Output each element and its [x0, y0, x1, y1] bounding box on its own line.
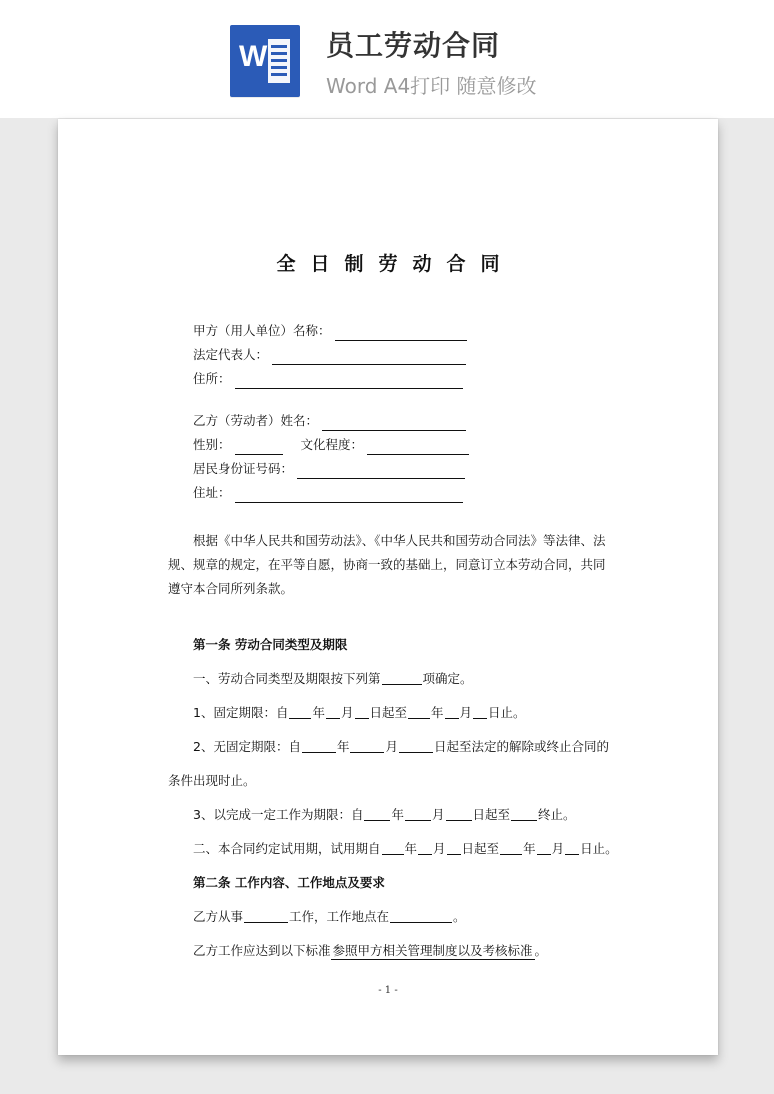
article-1-heading: 第一条 劳动合同类型及期限	[193, 637, 348, 652]
fixed-from-label: 日起至	[369, 705, 408, 720]
open-start-day-blank[interactable]	[399, 738, 433, 753]
article-1-intro-end: 项确定。	[422, 671, 473, 686]
open-term-line	[193, 737, 609, 757]
header-subtitle: Word A4打印 随意修改	[326, 74, 537, 98]
probation-end-month-blank[interactable]	[537, 840, 551, 855]
open-start-month-blank[interactable]	[350, 738, 384, 753]
page-header	[0, 0, 774, 118]
standard-prefix: 乙方工作应达到以下标准	[193, 943, 331, 958]
party-b-name-blank[interactable]	[322, 415, 466, 431]
open-year-label: 年	[336, 739, 350, 754]
document-page	[58, 119, 718, 1055]
task-month-label: 月	[431, 807, 445, 822]
article-1-intro	[193, 669, 473, 689]
party-b-gender-blank[interactable]	[235, 439, 283, 455]
fixed-year-label: 年	[312, 705, 325, 720]
standard-line	[193, 941, 547, 961]
fixed-start-month-blank[interactable]	[326, 704, 340, 719]
contract-type-blank[interactable]	[382, 670, 422, 685]
party-a-name-label: 甲方（用人单位）名称：	[193, 323, 331, 338]
probation-end-day-blank[interactable]	[565, 840, 579, 855]
probation-year-label: 年	[404, 841, 418, 856]
fixed-month-label: 月	[340, 705, 354, 720]
probation-end-year-blank[interactable]	[500, 840, 522, 855]
standard-end: 。	[534, 943, 548, 958]
probation-end-year-label: 年	[523, 841, 536, 856]
document-title: 全日制劳动合同	[276, 253, 515, 275]
task-year-label: 年	[391, 807, 404, 822]
fixed-term-prefix: 1、固定期限：自	[193, 705, 289, 720]
work-line	[193, 907, 466, 927]
party-a-address-blank[interactable]	[235, 373, 463, 389]
open-month-label: 月	[385, 739, 398, 754]
open-term-continuation: 条件出现时止。	[168, 773, 256, 788]
open-term-tail: 日起至法定的解除或终止合同的	[434, 739, 610, 754]
party-b-id-blank[interactable]	[297, 463, 465, 479]
probation-prefix: 二、本合同约定试用期，试用期自	[193, 841, 381, 856]
fixed-end-month-blank[interactable]	[445, 704, 459, 719]
probation-start-day-blank[interactable]	[447, 840, 461, 855]
party-a-address-label: 住所：	[193, 371, 231, 386]
work-location-blank[interactable]	[390, 908, 452, 923]
fixed-start-year-blank[interactable]	[289, 704, 311, 719]
party-b-gender-education-field[interactable]	[193, 435, 469, 455]
task-end-blank[interactable]	[511, 806, 537, 821]
article-1-intro-text: 一、劳动合同类型及期限按下列第	[193, 671, 381, 686]
fixed-end-month-label: 月	[459, 705, 473, 720]
work-position-blank[interactable]	[244, 908, 288, 923]
word-icon-lines	[268, 39, 290, 83]
task-end-label: 终止。	[538, 807, 576, 822]
party-b-education-label: 文化程度：	[300, 437, 364, 452]
preamble-paragraph: 根据《中华人民共和国劳动法》、《中华人民共和国劳动合同法》等法律、法规、规章的规定，在平等自愿，协商一致的基础上，同意订立本劳动合同，共同遵守本合同所列条款。	[168, 533, 606, 596]
standard-value[interactable]: 参照甲方相关管理制度以及考核标准	[332, 943, 533, 958]
task-start-day-blank[interactable]	[446, 806, 472, 821]
party-b-id-label: 居民身份证号码：	[193, 461, 294, 476]
work-location-label: 工作，工作地点在	[289, 909, 390, 924]
task-term-prefix: 3、以完成一定工作为期限：自	[193, 807, 364, 822]
probation-end-label: 日止。	[580, 841, 618, 856]
task-term-line	[193, 805, 576, 825]
fixed-end-day-blank[interactable]	[473, 704, 487, 719]
party-b-address-label: 住址：	[193, 485, 231, 500]
party-a-name-field[interactable]	[193, 321, 467, 341]
probation-from-label: 日起至	[461, 841, 500, 856]
party-b-id-field[interactable]	[193, 459, 465, 479]
work-end: 。	[453, 909, 466, 924]
party-a-name-blank[interactable]	[335, 325, 467, 341]
party-b-gender-label: 性别：	[193, 437, 231, 452]
page-number: - 1 -	[378, 985, 398, 996]
task-start-year-blank[interactable]	[364, 806, 390, 821]
header-title: 员工劳动合同	[326, 29, 501, 62]
word-icon	[230, 25, 300, 97]
word-icon-letter: W	[239, 40, 268, 73]
fixed-end-year-blank[interactable]	[408, 704, 430, 719]
fixed-end-label: 日止。	[488, 705, 526, 720]
open-start-year-blank[interactable]	[302, 738, 336, 753]
open-term-prefix: 2、无固定期限：自	[193, 739, 301, 754]
task-from-label: 日起至	[472, 807, 511, 822]
party-a-address-field[interactable]	[193, 369, 463, 389]
probation-month-label: 月	[433, 841, 446, 856]
probation-line	[193, 839, 618, 859]
fixed-start-day-blank[interactable]	[355, 704, 369, 719]
party-a-rep-blank[interactable]	[272, 349, 466, 365]
party-b-address-field[interactable]	[193, 483, 463, 503]
party-b-name-label: 乙方（劳动者）姓名：	[193, 413, 319, 428]
work-prefix: 乙方从事	[193, 909, 244, 924]
fixed-term-line	[193, 703, 526, 723]
task-start-month-blank[interactable]	[405, 806, 431, 821]
party-a-rep-field[interactable]	[193, 345, 466, 365]
party-a-rep-label: 法定代表人：	[193, 347, 269, 362]
probation-start-month-blank[interactable]	[418, 840, 432, 855]
party-b-address-blank[interactable]	[235, 487, 463, 503]
party-b-education-blank[interactable]	[367, 439, 469, 455]
fixed-end-year-label: 年	[431, 705, 444, 720]
article-2-heading: 第二条 工作内容、工作地点及要求	[193, 875, 385, 890]
probation-start-year-blank[interactable]	[382, 840, 404, 855]
probation-end-month-label: 月	[551, 841, 565, 856]
party-b-name-field[interactable]	[193, 411, 466, 431]
